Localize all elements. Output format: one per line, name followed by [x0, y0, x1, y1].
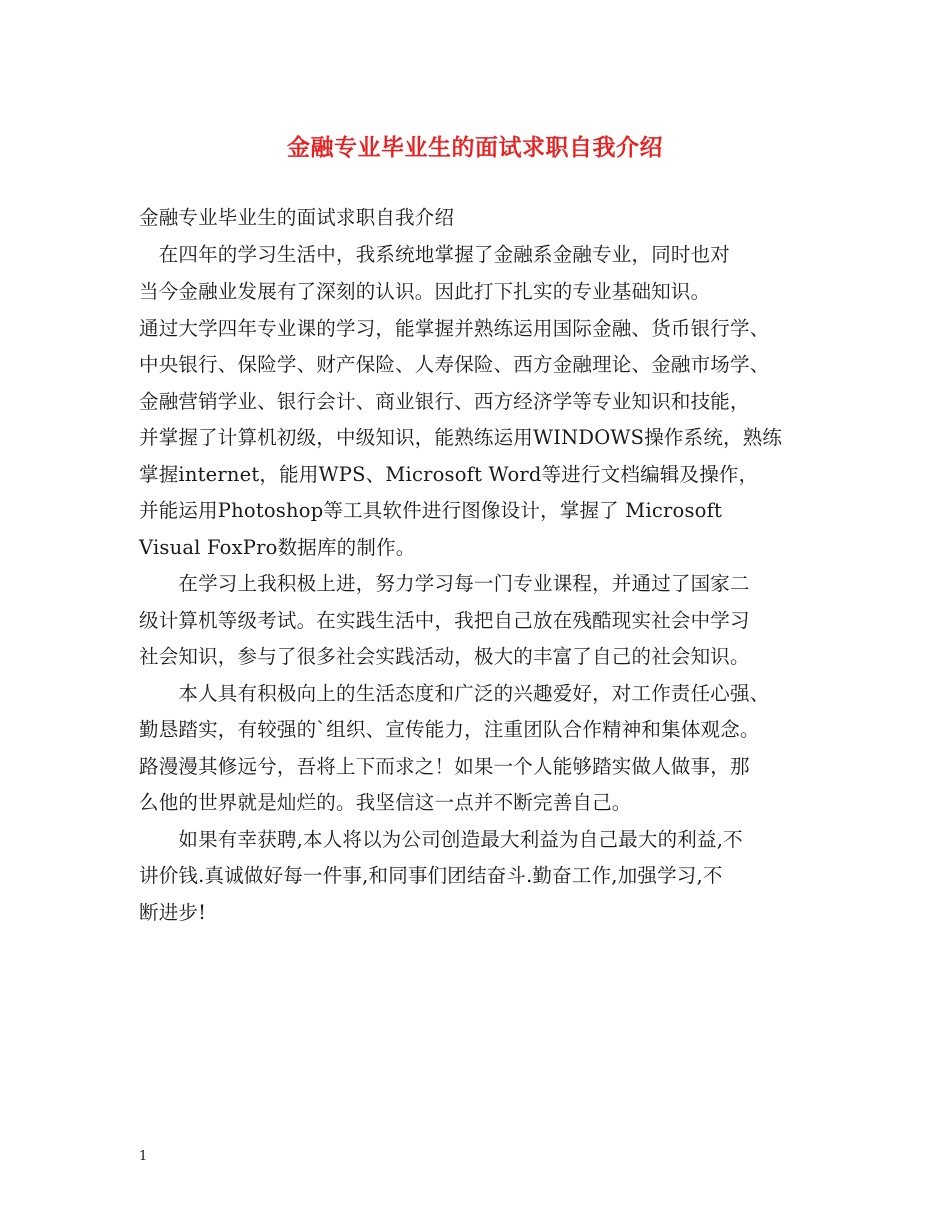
body-line: 通过大学四年专业课的学习，能掌握并熟练运用国际金融、货币银行学、 — [139, 317, 770, 340]
body-line: 金融专业毕业生的面试求职自我介绍 — [139, 206, 455, 229]
body-line: 掌握internet，能用WPS、Microsoft Word等进行文档编辑及操作， — [139, 463, 759, 486]
body-line: 社会知识，参与了很多社会实践活动，极大的丰富了自己的社会知识。 — [139, 645, 750, 668]
body-line: 当今金融业发展有了深刻的认识。因此打下扎实的专业基础知识。 — [139, 280, 711, 303]
body-line: 在学习上我积极上进，努力学习每一门专业课程，并通过了国家二 — [139, 572, 750, 595]
body-line: 么他的世界就是灿烂的。我坚信这一点并不断完善自己。 — [139, 791, 632, 814]
body-line: 在四年的学习生活中，我系统地掌握了金融系金融专业，同时也对 — [139, 243, 731, 266]
body-line: 中央银行、保险学、财产保险、人寿保险、西方金融理论、金融市场学、 — [139, 353, 770, 376]
body-line: 金融营销学业、银行会计、商业银行、西方经济学等专业知识和技能， — [139, 390, 750, 413]
body-line: 级计算机等级考试。在实践生活中，我把自己放在残酷现实社会中学习 — [139, 609, 750, 632]
body-line: 并能运用Photoshop等工具软件进行图像设计，掌握了 Microsoft — [139, 499, 723, 522]
body-line: 如果有幸获聘,本人将以为公司创造最大利益为自己最大的利益,不 — [139, 828, 743, 851]
body-line: 断进步! — [139, 901, 207, 924]
body-line: Visual FoxPro数据库的制作。 — [139, 536, 416, 559]
body-line: 路漫漫其修远兮，吾将上下而求之！如果一个人能够踏实做人做事，那 — [139, 755, 750, 778]
body-line: 勤恳踏实，有较强的`组织、宣传能力，注重团队合作精神和集体观念。 — [139, 718, 760, 741]
document-title: 金融专业毕业生的面试求职自我介绍 — [287, 134, 663, 161]
body-line: 讲价钱.真诚做好每一件事,和同事们团结奋斗.勤奋工作,加强学习,不 — [139, 864, 723, 887]
body-line: 并掌握了计算机初级，中级知识，能熟练运用WINDOWS操作系统，熟练 — [139, 426, 783, 449]
body-line: 本人具有积极向上的生活态度和广泛的兴趣爱好，对工作责任心强、 — [139, 682, 770, 705]
page-number: 1 — [139, 1149, 148, 1164]
